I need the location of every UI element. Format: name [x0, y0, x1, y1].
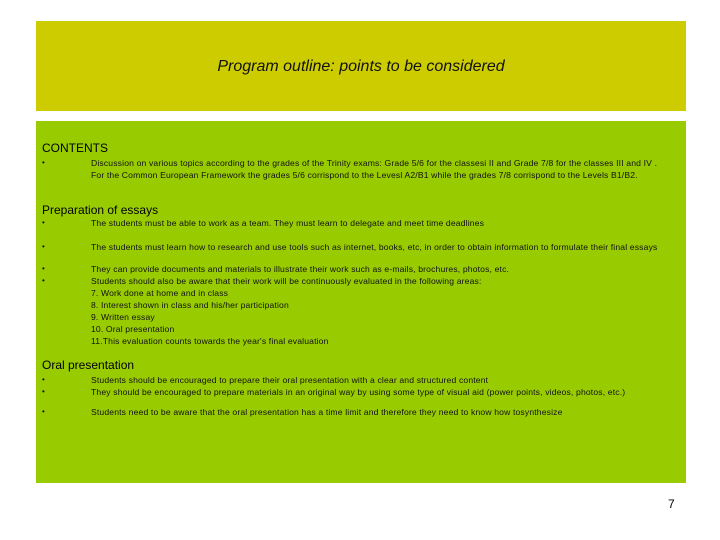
- evaluation-area: 11.This evaluation counts towards the year's final evaluation: [91, 336, 329, 346]
- oral-item-text: They should be encouraged to prepare materials in an original way by using some type of visual aid (power points, videos, photos, etc.): [91, 387, 626, 397]
- evaluation-area: 7. Work done at home and in class: [91, 288, 229, 298]
- essays-item-text: They can provide documents and materials to illustrate their work such as e-mails, brochures, photos, etc.: [91, 264, 510, 274]
- content-box: [36, 121, 686, 483]
- bullet-icon: •: [42, 242, 45, 251]
- bullet-icon: •: [42, 387, 45, 396]
- oral-item-text: Students need to be aware that the oral presentation has a time limit and therefore they need to know how tosynthesize: [91, 407, 563, 417]
- essays-item-text: The students must learn how to research and use tools such as internet, books, etc, in order to obtain information to formulate their final essays: [91, 242, 658, 252]
- title-box: [36, 21, 686, 111]
- bullet-icon: •: [42, 264, 45, 273]
- essays-item-text: The students must be able to work as a team. They must learn to delegate and meet time deadlines: [91, 218, 485, 228]
- evaluation-area: 8. Interest shown in class and his/her participation: [91, 300, 289, 310]
- bullet-icon: •: [42, 218, 45, 227]
- bullet-icon: •: [42, 375, 45, 384]
- slide-title: Program outline: points to be considered: [217, 58, 505, 75]
- contents-heading: CONTENTS: [42, 141, 108, 155]
- page-number: 7: [668, 497, 675, 511]
- oral-item-text: Students should be encouraged to prepare their oral presentation with a clear and structured content: [91, 375, 489, 385]
- essays-item-text: Students should also be aware that their work will be continuously evaluated in the following areas:: [91, 276, 482, 286]
- bullet-icon: •: [42, 407, 45, 416]
- bullet-icon: •: [42, 158, 45, 167]
- contents-item-text: Discussion on various topics according to the grades of the Trinity exams: Grade 5/6 for the classesi II and Grade 7/8 for the classes III and IV . For the Common European Framework the grades 5/6 corrispond to the Levesl A2/B1 while the grades 7/8 corrispond to the Levels B1/B2.: [91, 158, 658, 180]
- bullet-icon: •: [42, 276, 45, 285]
- oral-heading: Oral presentation: [42, 358, 135, 372]
- essays-heading: Preparation of essays: [42, 203, 159, 217]
- evaluation-area: 9. Written essay: [91, 312, 155, 322]
- evaluation-area: 10. Oral presentation: [91, 324, 175, 334]
